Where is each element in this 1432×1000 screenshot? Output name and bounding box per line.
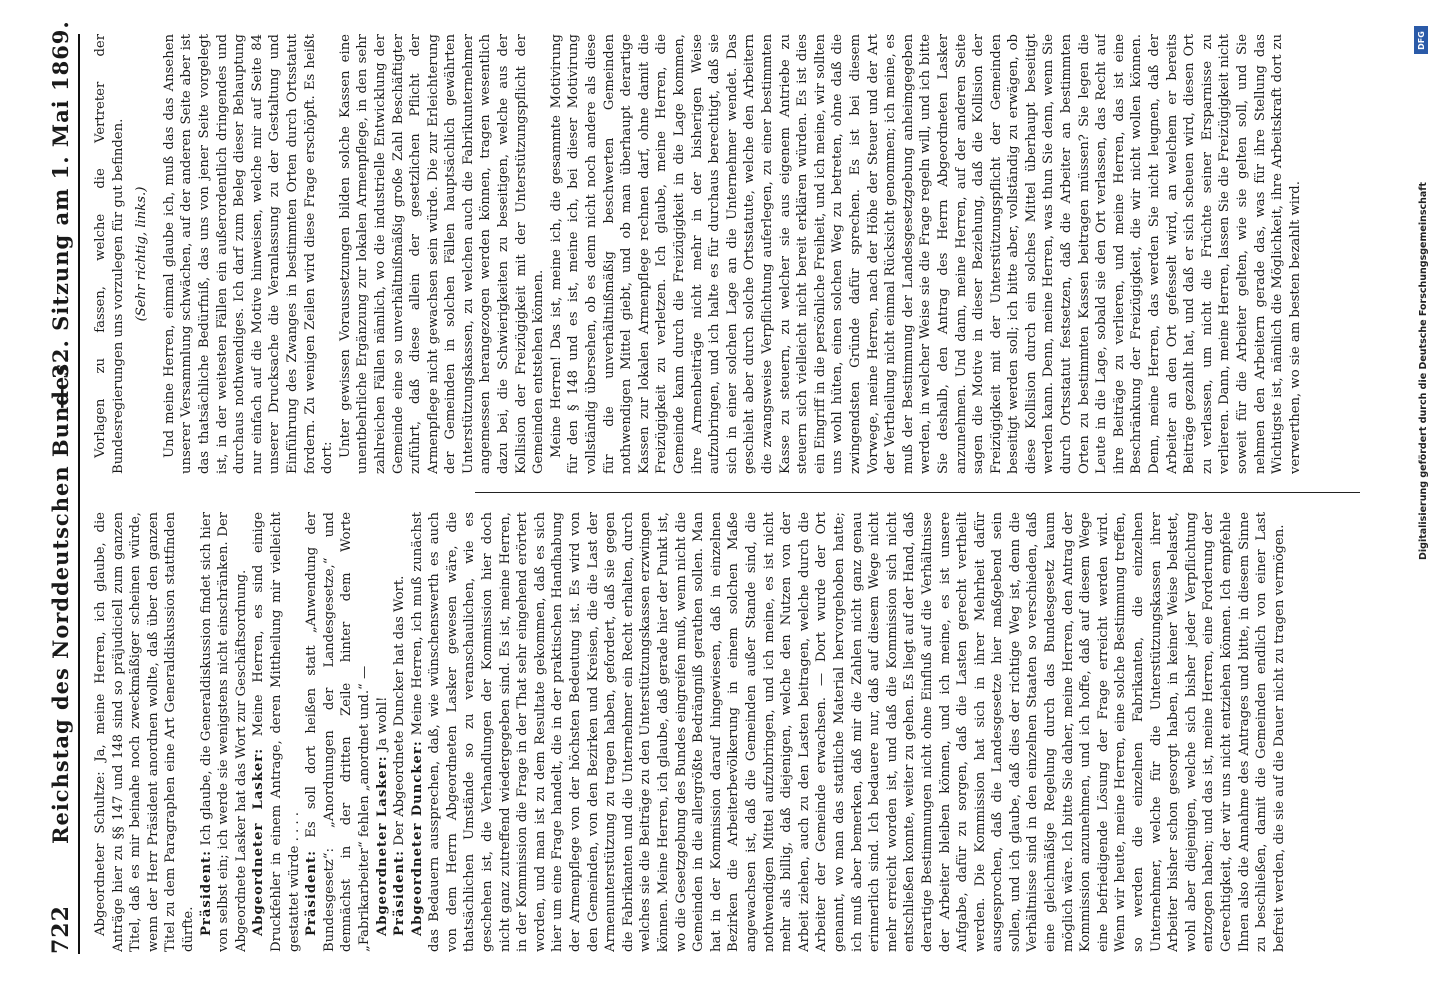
- dfg-logo-text: DFG: [1416, 30, 1426, 50]
- paragraph-text: Ich glaube, die Generaldiskussion findet sich hier von selbst ein; ich werde sie wenigstens nicht einschränken. Der Abgeordnete Lasker hat das Wort zur Geschäftsordnung.: [198, 512, 249, 952]
- paragraph: [374, 512, 392, 952]
- right-text-column: [92, 34, 1362, 474]
- paragraph: [337, 34, 548, 474]
- speaker-label: Abgeordneter Lasker:: [251, 747, 267, 936]
- session-title: — 32. Sitzung am 1. Mai 1869.: [48, 20, 73, 409]
- paragraph: [391, 512, 409, 952]
- speaker-label: Präsident:: [198, 849, 214, 936]
- paragraph: [92, 512, 198, 952]
- speaker-label: Abgeordneter Duncker:: [409, 740, 425, 936]
- paragraph-text: Es soll dort heißen statt „Anwendung der Bundesgesetz“: „Anordnungen der Landesgesetze,“ und demnächst in der dritten Zeile hinter dem Worte „Fabrikarbeiter“ fehlen „anordnet und.“ —: [304, 512, 372, 952]
- running-title: Reichstag des Norddeutschen Bundes.: [48, 354, 73, 844]
- column-divider: [475, 492, 1360, 493]
- paragraph-text: Der Abgeordnete Duncker hat das Wort.: [392, 575, 408, 846]
- paragraph-text: Abgeordneter Schultze: Ja, meine Herren, ich glaube, die Anträge hier zu §§ 147 und 148 sind so präjudiciell zum ganzen Titel, daß es mir beinahe noch zweckmäßiger scheinen würde, wenn der Herr Präsident anordnen wollte, daß über den ganzen Titel zu dem Paragraphen eine Art Generaldiskussion stattfinden dürfte.: [93, 512, 196, 952]
- dfg-logo: [1414, 26, 1428, 54]
- page-header: [44, 20, 80, 954]
- paragraph-text: Meine Herren, es sind einige Druckfehler in einem Antrage, deren Mittheilung mir vielleicht gestattet würde . . . .: [251, 512, 302, 952]
- paragraph-text: Ja wohl!: [374, 696, 390, 752]
- speaker-label: Abgeordneter Lasker:: [374, 755, 390, 936]
- paragraph: [409, 512, 1289, 952]
- paragraph: [548, 34, 1305, 474]
- speaker-label: Präsident:: [392, 849, 408, 936]
- paragraph: [161, 34, 337, 474]
- funding-note: Digitalisierung gefördert durch die Deutsche Forschungsgemeinschaft: [1418, 182, 1429, 560]
- paragraph-text: Unter gewissen Voraussetzungen bilden solche Kassen eine unentbehrliche Ergänzung zur lokalen Armenpflege, in den sehr zahlreichen Fällen nämlich, wo die industrielle Entwicklung der Gemeinde eine so unverhältnißmäßig große Zahl Beschäftigter zuführt, daß diese allein der gesetzlichen Pflicht der Armenpflege nicht gewachsen sein würde. Die zur Erleichterung der Gemeinden in solchen Fällen hauptsächlich gewährten Unterstützungskassen, zu welchen auch die Fabrikunternehmer angemessen herangezogen werden können, tragen wesentlich dazu bei, die Schwierigkeiten zu beseitigen, welche aus der Kollision der Freizügigkeit mit der Unterstützungspflicht der Gemeinden entstehen können.: [337, 34, 547, 474]
- paragraph-text: Und meine Herren, einmal glaube ich, muß das das Ansehen unserer Versammlung schwächen, auf der anderen Seite aber ist das thatsächliche Bedürfniß, das uns von jener Seite vorgelegt ist, in der weitesten Fällen ein außerordentlich dringendes und durchaus nothwendiges. Ich darf zum Beleg dieser Behauptung nur einfach auf die Motive hinweisen, welche mir auf Seite 84 unserer Drucksache die Veranlassung zu der Gestaltung und Einführung des Zwanges in bestimmten Orten durch Ortsstatut fordern. Zu wenigen Zeilen wird diese Frage erschöpft. Es heißt dort:: [161, 34, 336, 474]
- paragraph: [133, 34, 151, 474]
- speaker-label: Präsident:: [304, 849, 320, 936]
- paragraph: [198, 512, 251, 952]
- paragraph: [92, 34, 127, 474]
- paragraph-text: Meine Herren, ich muß zunächst das Bedauern aussprechen, daß, wie wünschenswerth es auch von dem Herrn Abgeordneten Lasker gewesen wäre, die thatsächlichen Umstände so zu veranschaulichen, wie es geschehen ist, die Verhandlungen der Kommission hier doch nicht ganz zutreffend wiedergegeben sind. Es ist, meine Herren, in der Kommission die Frage in der That sehr eingehend erörtert worden, und man ist zu dem Resultate gekommen, daß es sich hier um eine Frage handelt, die in der praktischen Handhabung der Armenpflege von der höchsten Bedeutung ist. Es wird von den Gemeinden, von den Bezirken und Kreisen, die die Last der Armenunterstützung zu tragen haben, gefordert, daß sie gegen die Fabrikanten und die Unternehmer ein Recht erhalten, durch welches sie die Beiträge zu den Unterstützungskassen erzwingen können. Meine Herren, ich glaube, daß gerade hier der Punkt ist, wo die Gesetzgebung des Bundes eingreifen muß, wenn nicht die Gemeinden in die allergrößte Bedrängniß gerathen sollen. Man hat in der Kommission darauf hingewiesen, daß in einzelnen Bezirken die Arbeiterbevölkerung in einem solchen Maße angewachsen ist, daß die Gemeinden außer Stande sind, die nothwendigen Mittel aufzubringen, und ich meine, es ist nicht mehr als billig, daß diejenigen, welche den Nutzen von der Arbeit ziehen, auch zu den Lasten beitragen, welche durch die Arbeiter der Gemeinde erwachsen. — Dort wurde der Ort genannt, wo man das stattliche Material hervorgehoben hatte; ich muß aber bemerken, daß mir die Zahlen nicht ganz genau erinnerlich sind. Ich bedauere nur, daß auf diesem Wege nicht mehr erreicht worden ist, und daß die Kommission sich nicht entschließen konnte, weiter zu gehen. Es liegt auf der Hand, daß derartige Bestimmungen nicht ohne Einfluß auf die Verhältnisse der Arbeiter bleiben können, und ich meine, es ist unsere Aufgabe, dafür zu sorgen, daß die Lasten gerecht vertheilt werden. Die Kommission hat sich in ihrer Mehrheit dafür ausgesprochen, daß die Landesgesetze hier maßgebend sein sollen, und ich glaube, daß dies der richtige Weg ist, denn die Verhältnisse sind in den einzelnen Staaten so verschieden, daß eine gleichmäßige Regelung durch das Bundesgesetz kaum möglich wäre. Ich bitte Sie daher, meine Herren, den Antrag der Kommission anzunehmen, und ich hoffe, daß auf diesem Wege eine befriedigende Lösung der Frage erreicht werden wird. Wenn wir heute, meine Herren, eine solche Bestimmung treffen, so werden die einzelnen Fabrikanten, die einzelnen Unternehmer, welche für die Unterstützungskassen ihrer Arbeiter bisher schon gesorgt haben, in keiner Weise belastet, wohl aber diejenigen, welche sich bisher jeder Verpflichtung entzogen haben; und das ist, meine Herren, eine Forderung der Gerechtigkeit, der wir uns nicht entziehen können. Ich empfehle Ihnen also die Annahme des Antrages und bitte, in diesem Sinne zu beschließen, damit die Gemeinden endlich von einer Last befreit werden, die sie auf die Dauer nicht zu tragen vermögen.: [409, 512, 1287, 952]
- page-number: 722: [48, 905, 74, 954]
- paragraph: [250, 512, 303, 952]
- paragraph-text: (Sehr richtig, links.): [134, 186, 150, 322]
- paragraph-text: Meine Herren! Das ist, meine ich, die gesammte Motivirung für den § 148 und es ist, meine ich, bei dieser Motivirung vollständig übersehen, ob es denn nicht noch andere als diese für die unverhältnißmäßig beschwerten Gemeinden nothwendigen Mittel giebt, und ob man überhaupt derartige Kassen zur lokalen Armenpflege rechnen darf, ohne damit die Freizügigkeit zu verletzen. Ich glaube, meine Herren, die Gemeinde kann durch die Freizügigkeit in die Lage kommen, ihre Armenbeiträge nicht mehr in der bisherigen Weise aufzubringen, und ich halte es für durchaus berechtigt, daß sie sich in einer solchen Lage an die Unternehmer wendet. Das geschieht aber durch solche Ortsstatute, welche den Arbeitern die zwangsweise Verpflichtung auferlegen, zu einer bestimmten Kasse zu steuern, zu welcher sie aus eigenem Antriebe zu steuern sich vielleicht nicht bereit erklären würden. Es ist dies ein Eingriff in die persönliche Freiheit, und ich meine, wir sollten uns wohl hüten, einen solchen Weg zu betreten, ohne daß die zwingendsten Gründe dafür sprechen. Es ist bei diesem Vorwege, meine Herren, nach der Höhe der Steuer und der Art der Vertheilung nicht einmal Rücksicht genommen; ich meine, es muß der Bestimmung der Landesgesetzgebung anheimgegeben werden, in welcher Weise sie die Frage regeln will, und ich bitte Sie deshalb, den Antrag des Herrn Abgeordneten Lasker anzunehmen. Und dann, meine Herren, auf der anderen Seite sagen die Motive in dieser Beziehung, daß die Kollision der Freizügigkeit mit der Unterstützungspflicht der Gemeinden beseitigt werden soll; ich bitte aber, vollständig zu erwägen, ob diese Kollision durch ein solches Mittel überhaupt beseitigt werden kann. Denn, meine Herren, was thun Sie denn, wenn Sie durch Ortsstatut festsetzen, daß die Arbeiter an bestimmten Orten zu bestimmten Kassen beitragen müssen? Sie legen die Leute in die Lage, sobald sie den Ort verlassen, das Recht auf ihre Beiträge zu verlieren, und meine Herren, das ist eine Beschränkung der Freizügigkeit, die wir nicht wollen können. Denn, meine Herren, das werden Sie nicht leugnen, daß der Arbeiter an den Ort gefesselt wird, an welchem er bereits Beiträge gezahlt hat, und daß er sich scheuen wird, diesen Ort zu verlassen, um nicht die Früchte seiner Ersparnisse zu verlieren. Dann, meine Herren, lassen Sie die Freizügigkeit nicht soweit für die Arbeiter gelten, wie sie gelten soll, und Sie nehmen den Arbeitern gerade das, was für ihre Stellung das Wichtigste ist, nämlich die Möglichkeit, ihre Arbeitskraft dort zu verwerthen, wo sie am besten bezahlt wird.: [548, 34, 1303, 474]
- paragraph-text: Vorlagen zu fassen, welche die Vertreter der Bundesregierungen uns vorzulegen für gut befinden.: [93, 34, 126, 474]
- left-text-column: [92, 512, 1362, 952]
- paragraph: [303, 512, 373, 952]
